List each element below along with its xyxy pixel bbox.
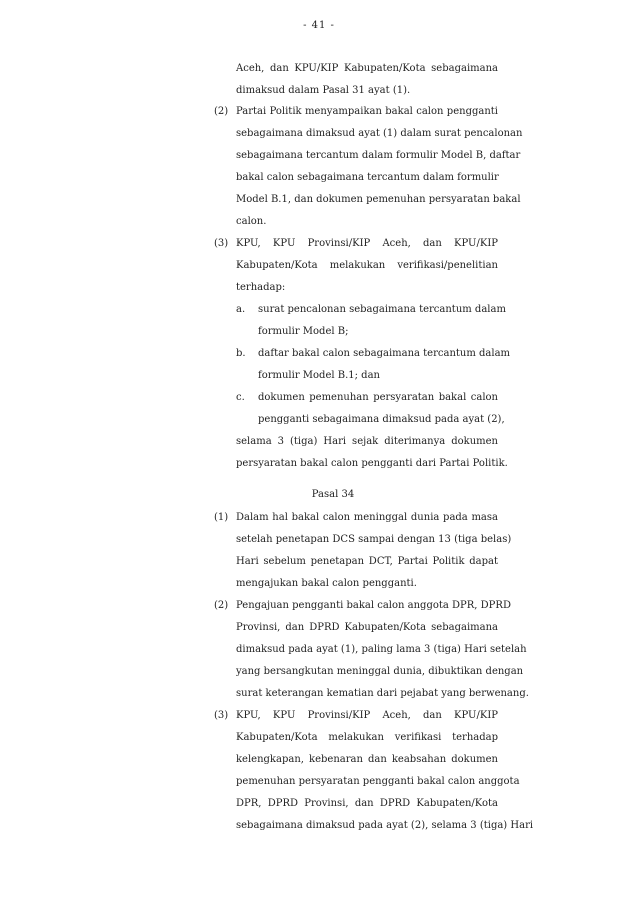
- text-line: Aceh, dan KPU/KIP Kabupaten/Kota sebagaimana: [236, 63, 498, 74]
- text-line: Kabupaten/Kota melakukan verifikasi terhadap: [236, 732, 498, 743]
- text-line: persyaratan bakal calon pengganti dari Partai Politik.: [236, 458, 508, 469]
- text-line: bakal calon sebagaimana tercantum dalam formulir: [236, 172, 499, 183]
- text-line: kelengkapan, kebenaran dan keabsahan dokumen: [236, 754, 498, 765]
- text-line: Partai Politik menyampaikan bakal calon pengganti: [236, 106, 498, 117]
- item-marker: (1): [214, 512, 229, 523]
- text-line: sebagaimana dimaksud pada ayat (2), selama 3 (tiga) Hari: [236, 820, 534, 831]
- text-line: pemenuhan persyaratan pengganti bakal calon anggota: [236, 776, 520, 787]
- text-line: sebagaimana tercantum dalam formulir Model B, daftar: [236, 150, 521, 161]
- text-line: selama 3 (tiga) Hari sejak diterimanya dokumen: [236, 436, 498, 447]
- text-line: DPR, DPRD Provinsi, dan DPRD Kabupaten/Kota: [236, 798, 498, 809]
- page-number: - 41 -: [303, 20, 335, 31]
- text-line: daftar bakal calon sebagaimana tercantum dalam: [258, 348, 511, 359]
- article-heading: Pasal 34: [311, 489, 355, 500]
- text-line: Hari sebelum penetapan DCT, Partai Politik dapat: [236, 556, 498, 567]
- item-marker: (3): [214, 238, 229, 249]
- sub-item-marker: a.: [236, 304, 246, 315]
- text-line: yang bersangkutan meninggal dunia, dibuktikan dengan: [236, 666, 524, 677]
- sub-item-marker: b.: [236, 348, 246, 359]
- text-line: KPU, KPU Provinsi/KIP Aceh, dan KPU/KIP: [236, 238, 498, 249]
- text-line: Provinsi, dan DPRD Kabupaten/Kota sebagaimana: [236, 622, 498, 633]
- text-line: Dalam hal bakal calon meninggal dunia pada masa: [236, 512, 498, 523]
- sub-item-marker: c.: [236, 392, 245, 403]
- text-line: sebagaimana dimaksud ayat (1) dalam surat pencalonan: [236, 128, 523, 139]
- text-line: dokumen pemenuhan persyaratan bakal calon: [258, 392, 498, 403]
- text-line: formulir Model B.1; dan: [258, 370, 380, 381]
- text-line: Pengajuan pengganti bakal calon anggota DPR, DPRD: [236, 600, 511, 611]
- text-line: dimaksud pada ayat (1), paling lama 3 (tiga) Hari setelah: [236, 644, 527, 655]
- text-line: Model B.1, dan dokumen pemenuhan persyaratan bakal: [236, 194, 521, 205]
- text-line: Kabupaten/Kota melakukan verifikasi/penelitian: [236, 260, 498, 271]
- item-marker: (2): [214, 600, 229, 611]
- text-line: mengajukan bakal calon pengganti.: [236, 578, 417, 589]
- text-line: dimaksud dalam Pasal 31 ayat (1).: [236, 85, 411, 96]
- item-marker: (2): [214, 106, 229, 117]
- text-line: setelah penetapan DCS sampai dengan 13 (tiga belas): [236, 534, 512, 545]
- text-line: pengganti sebagaimana dimaksud pada ayat (2),: [258, 414, 505, 425]
- text-line: KPU, KPU Provinsi/KIP Aceh, dan KPU/KIP: [236, 710, 498, 721]
- text-line: terhadap:: [236, 282, 286, 293]
- text-line: formulir Model B;: [258, 326, 349, 337]
- text-line: surat pencalonan sebagaimana tercantum dalam: [258, 304, 506, 315]
- text-line: surat keterangan kematian dari pejabat yang berwenang.: [236, 688, 529, 699]
- text-line: calon.: [236, 216, 267, 227]
- item-marker: (3): [214, 710, 229, 721]
